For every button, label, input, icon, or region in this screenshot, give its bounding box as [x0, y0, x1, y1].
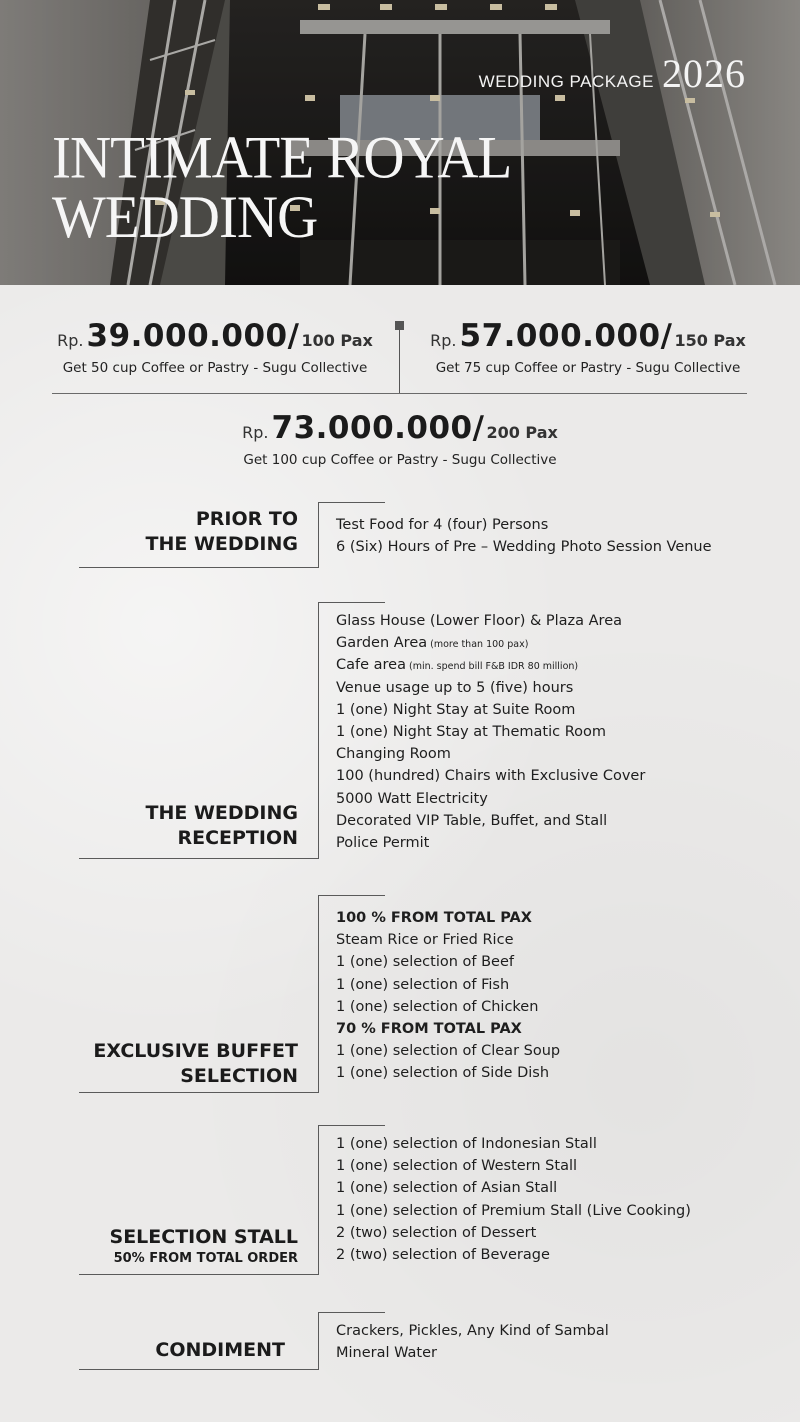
bracket-top: [318, 895, 385, 896]
divider-horizontal: [52, 393, 747, 394]
list-item: Mineral Water: [336, 1345, 437, 1362]
list-item: 6 (Six) Hours of Pre – Wedding Photo Session Venue: [336, 539, 712, 556]
section-title-line: CONDIMENT: [155, 1339, 285, 1361]
bracket-bottom: [79, 1274, 319, 1275]
bracket-side: [318, 895, 319, 1093]
list-item-text: Cafe area: [336, 657, 406, 674]
bracket-side: [318, 1312, 319, 1370]
list-item: 1 (one) selection of Western Stall: [336, 1158, 578, 1175]
list-item-note: (min. spend bill F&B IDR 80 million): [408, 661, 579, 673]
list-item: [336, 632, 645, 654]
list-item: Venue usage up to 5 (five) hours: [336, 679, 574, 696]
divider-vertical: [399, 329, 400, 393]
list-item: 1 (one) selection of Side Dish: [336, 1065, 550, 1082]
section-title: [93, 1039, 298, 1089]
package-label: WEDDING PACKAGE: [478, 72, 654, 91]
list-item: 1 (one) selection of Beef: [336, 954, 515, 971]
section-title-line: PRIOR TO: [195, 508, 298, 530]
section-title-line: RECEPTION: [177, 827, 298, 849]
bracket-bottom: [79, 567, 319, 568]
price-bonus: Get 50 cup Coffee or Pastry - Sugu Collective: [62, 360, 368, 376]
section-items: [336, 514, 712, 558]
package-tag: [479, 50, 746, 97]
price-amount: 57.000.000/: [459, 318, 673, 354]
list-item: Decorated VIP Table, Buffet, and Stall: [336, 812, 608, 829]
section-title-line: THE WEDDING: [145, 533, 298, 555]
bracket-top: [318, 1312, 385, 1313]
list-item: 2 (two) selection of Beverage: [336, 1246, 550, 1263]
bracket-side: [318, 1125, 319, 1275]
bracket-top: [318, 502, 385, 503]
section-title: [145, 507, 298, 557]
bracket-bottom: [79, 1092, 319, 1093]
section-title-line: THE WEDDING: [145, 802, 298, 824]
section-title: [155, 1338, 285, 1363]
list-item: 100 (hundred) Chairs with Exclusive Cover: [336, 768, 646, 785]
list-item: Glass House (Lower Floor) & Plaza Area: [336, 613, 623, 629]
section-subtitle: 50% FROM TOTAL ORDER: [113, 1251, 298, 1266]
section-title-line: SELECTION: [180, 1065, 298, 1087]
bracket-bottom: [79, 1369, 319, 1370]
list-item: Test Food for 4 (four) Persons: [336, 517, 549, 533]
list-item: 1 (one) selection of Chicken: [336, 998, 539, 1015]
list-item: 1 (one) Night Stay at Thematic Room: [336, 723, 607, 740]
price-option-100: [45, 318, 385, 376]
price-option-200: [230, 410, 570, 468]
list-item: 1 (one) selection of Asian Stall: [336, 1180, 558, 1197]
section-title: [110, 1225, 298, 1268]
section-title-line: SELECTION STALL: [109, 1226, 298, 1248]
bracket-top: [318, 602, 385, 603]
title-line-2: WEDDING: [52, 184, 318, 251]
price-pax: 200 Pax: [486, 423, 558, 442]
list-item: 1 (one) Night Stay at Suite Room: [336, 701, 576, 718]
list-item-text: Garden Area: [336, 635, 428, 652]
price-amount: 39.000.000/: [86, 318, 300, 354]
bracket-bottom: [79, 858, 319, 859]
price-bonus: Get 75 cup Coffee or Pastry - Sugu Collective: [435, 360, 741, 376]
list-item: 2 (two) selection of Dessert: [336, 1224, 537, 1241]
section-items: [336, 1133, 691, 1266]
price-pax: 150 Pax: [674, 331, 746, 350]
list-item: Steam Rice or Fried Rice: [336, 932, 514, 949]
price-option-150: [418, 318, 758, 376]
price-amount: 73.000.000/: [271, 410, 485, 446]
price-bonus: Get 100 cup Coffee or Pastry - Sugu Collective: [243, 452, 557, 468]
section-title: [145, 801, 298, 851]
list-item: 1 (one) selection of Premium Stall (Live Cooking): [336, 1202, 691, 1219]
section-title-line: EXCLUSIVE BUFFET: [93, 1040, 298, 1062]
section-items: [336, 907, 560, 1085]
page-title: [52, 124, 512, 251]
section-items: [336, 610, 645, 854]
list-item: 5000 Watt Electricity: [336, 790, 488, 807]
hero-banner: [0, 0, 800, 285]
list-item: Crackers, Pickles, Any Kind of Sambal: [336, 1323, 609, 1339]
price-pax: 100 Pax: [301, 331, 373, 350]
list-item: Police Permit: [336, 834, 430, 851]
list-item: 1 (one) selection of Indonesian Stall: [336, 1136, 597, 1152]
bracket-top: [318, 1125, 385, 1126]
list-item-note: (more than 100 pax): [430, 639, 529, 651]
price-currency: Rp.: [430, 331, 457, 350]
list-heading: 70 % FROM TOTAL PAX: [336, 1020, 522, 1037]
bracket-side: [318, 602, 319, 859]
section-items: [336, 1320, 609, 1364]
price-currency: Rp.: [57, 331, 84, 350]
price-currency: Rp.: [242, 423, 269, 442]
list-item: 1 (one) selection of Fish: [336, 976, 510, 993]
list-heading: 100 % FROM TOTAL PAX: [336, 910, 532, 926]
list-item: Changing Room: [336, 746, 451, 763]
bracket-side: [318, 502, 319, 568]
package-year: 2026: [662, 51, 746, 96]
list-item: [336, 654, 645, 676]
list-item: 1 (one) selection of Clear Soup: [336, 1043, 561, 1060]
title-line-1: INTIMATE ROYAL: [52, 124, 512, 191]
